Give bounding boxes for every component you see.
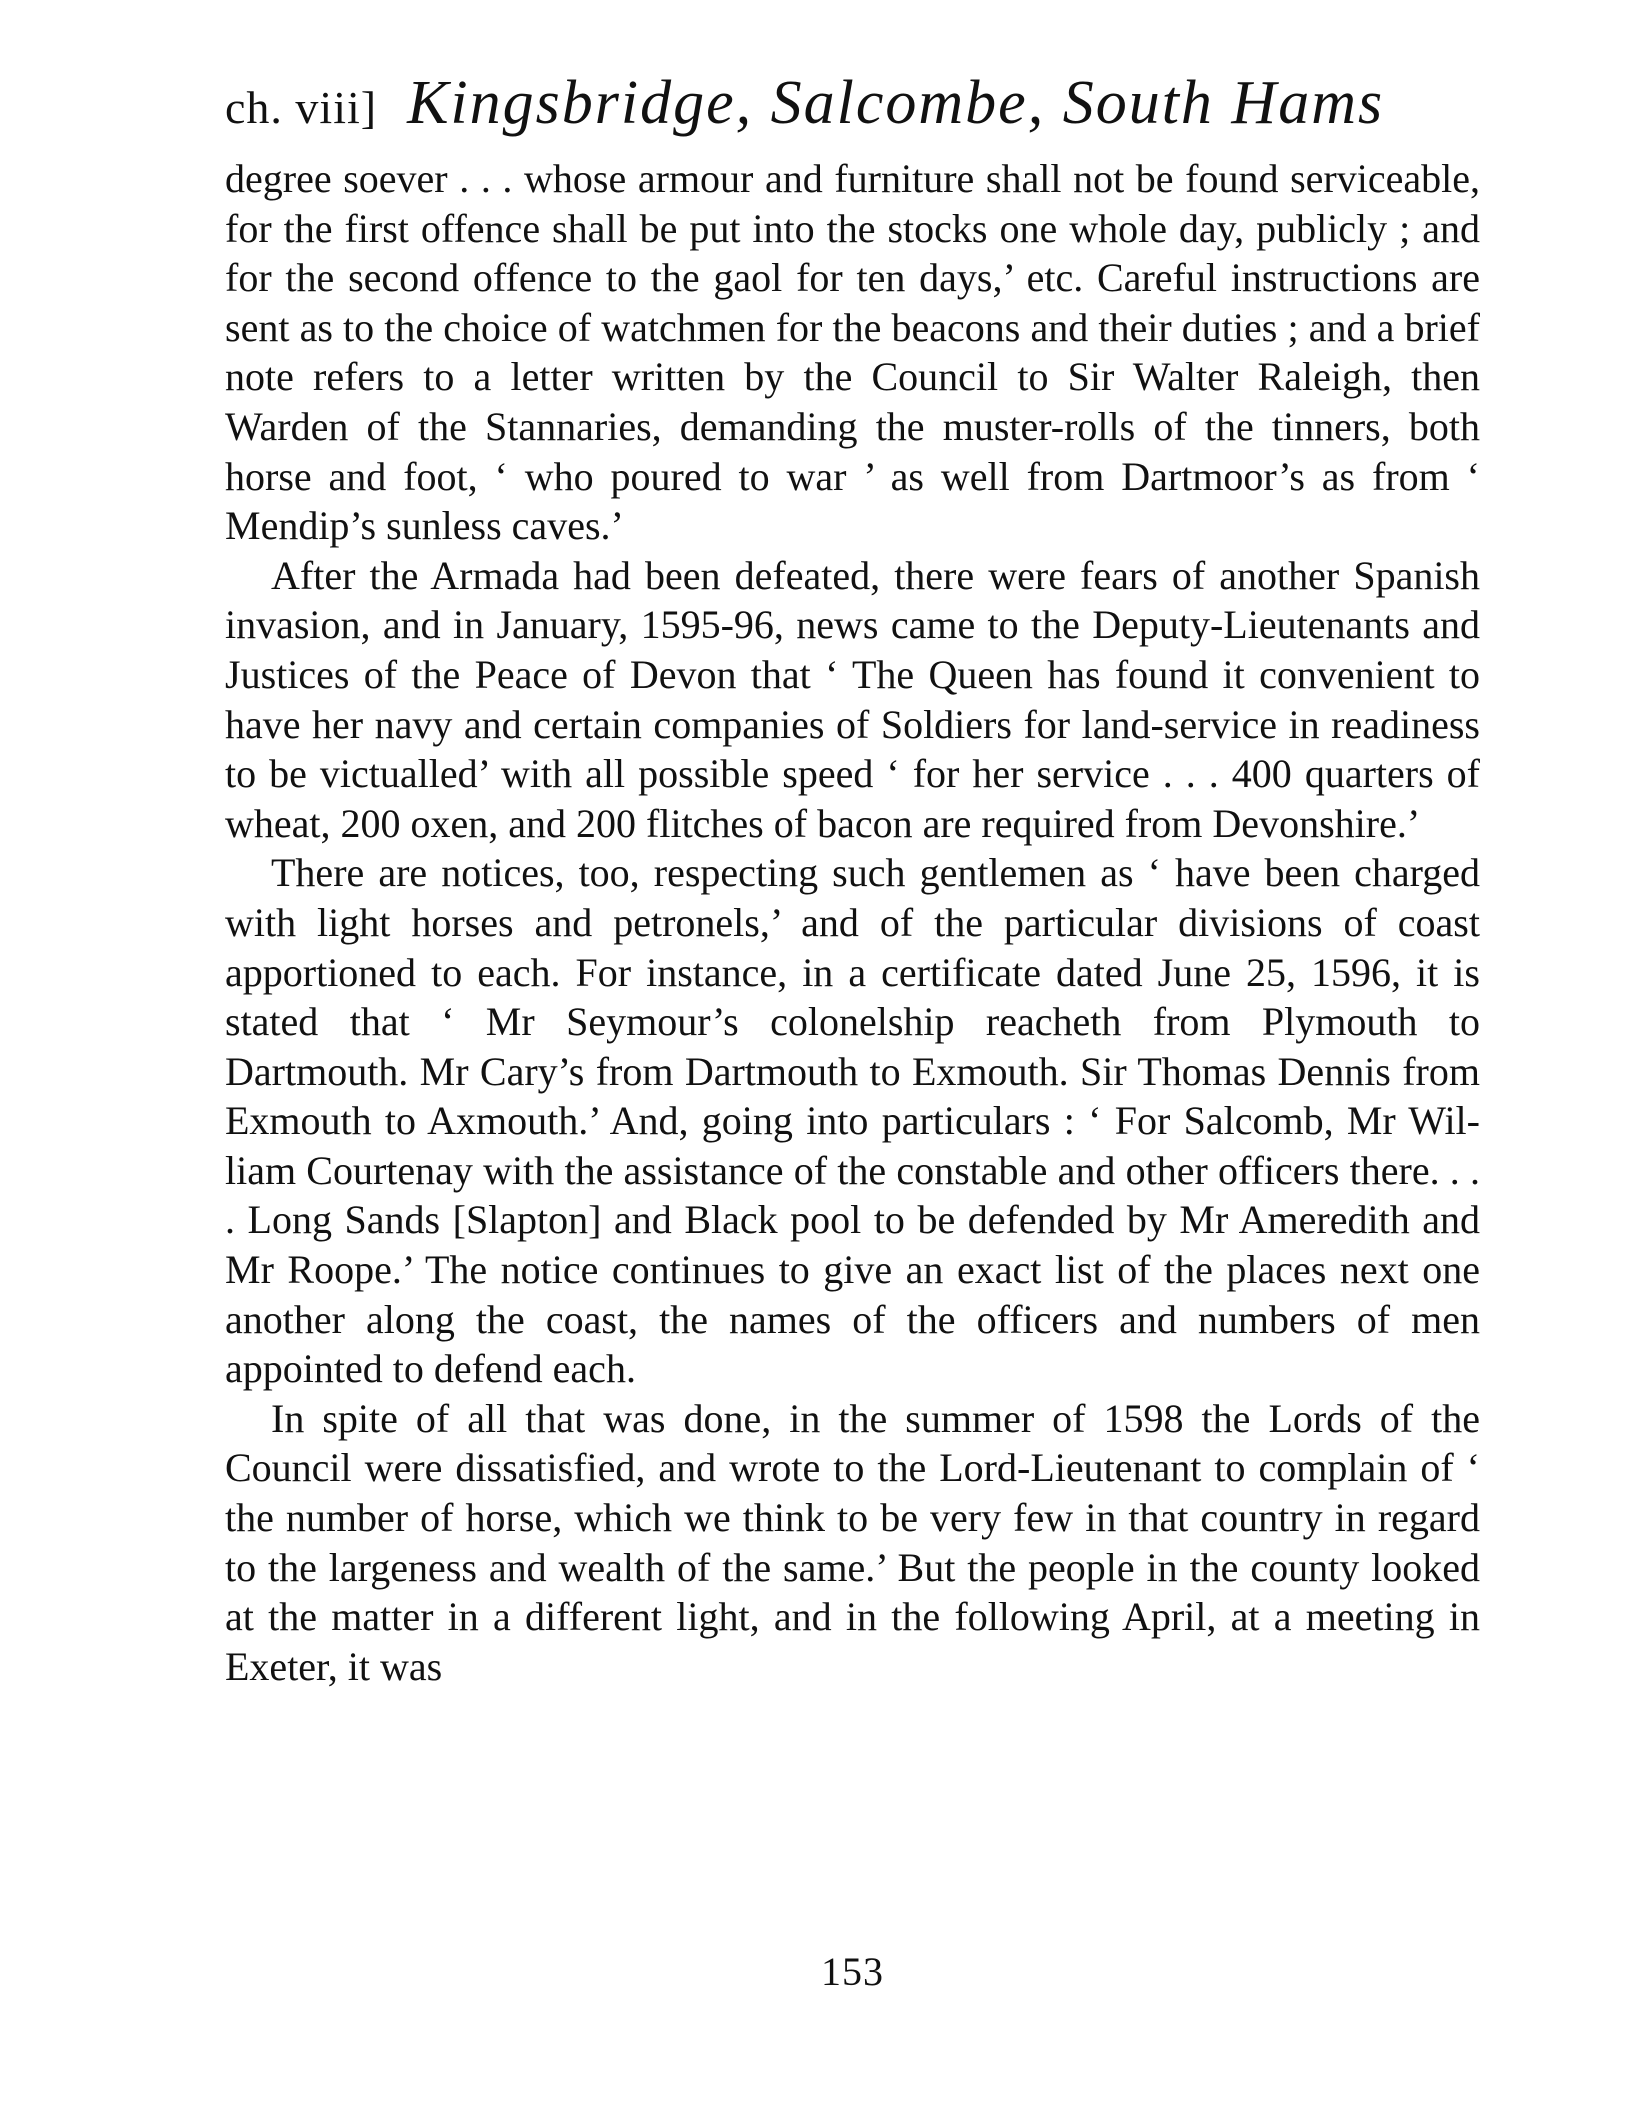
- paragraph-armada: After the Armada had been defeated, there were fears of another Spanish invasion, and in January, 1595-96, news came to the Deputy-Lieutenants and Justices of the Peace of Devon that ‘ The Queen has found it convenient to have her navy and certain companies of Soldiers for land-service in readiness to be victualled’ with all possible speed ‘ for her service . . . 400 quarters of wheat, 200 oxen, and 200 flitches of bacon are required from Devonshire.’: [225, 552, 1480, 846]
- page-number: 153: [821, 1949, 884, 1994]
- running-head: [225, 68, 1480, 148]
- chapter-marker: ch. viii]: [225, 82, 378, 133]
- paragraph-notices: There are notices, too, respecting such gentlemen as ‘ have been charged with light horses and petronels,’ and of the particular divisions of coast apportioned to each. For instance, in a certificate dated June 25, 1596, it is stated that ‘ Mr Seymour’s colonelship reacheth from Plymouth to Dartmouth. Mr Cary’s from Dartmouth to Exmouth. Sir Thomas Dennis from Exmouth to Axmouth.’ And, going into particulars : ‘ For Salcomb, Mr William Courtenay with the assistance of the constable and other officers there. . . . Long Sands [Slapton] and Black pool to be defended by Mr Ameredith and Mr Roope.’ The notice continues to give an exact list of the places next one another along the coast, the names of the officers and numbers of men appointed to defend each.: [225, 850, 1480, 1392]
- running-title: Kingsbridge, Salcombe, South Hams: [407, 69, 1385, 137]
- paragraph-continued: degree soever . . . whose armour and furniture shall not be found serviceable, for the first offence shall be put into the stocks one whole day, publicly ; and for the second offence to the gaol for ten days,’ etc. Careful instructions are sent as to the choice of watchmen for the beacons and their duties ; and a brief note refers to a letter written by the Council to Sir Walter Raleigh, then Warden of the Stannaries, demanding the muster-rolls of the tinners, both horse and foot, ‘ who poured to war ’ as well from Dartmoor’s as from ‘ Mendip’s sunless caves.’: [225, 156, 1480, 549]
- book-page: [225, 68, 1480, 2058]
- body-text: [225, 154, 1480, 1691]
- paragraph-council: In spite of all that was done, in the summer of 1598 the Lords of the Council were dissatisfied, and wrote to the Lord-Lieutenant to complain of ‘ the number of horse, which we think to be very few in that country in regard to the largeness and wealth of the same.’ But the people in the county looked at the matter in a different light, and in the following April, at a meeting in Exeter, it was: [225, 1395, 1480, 1689]
